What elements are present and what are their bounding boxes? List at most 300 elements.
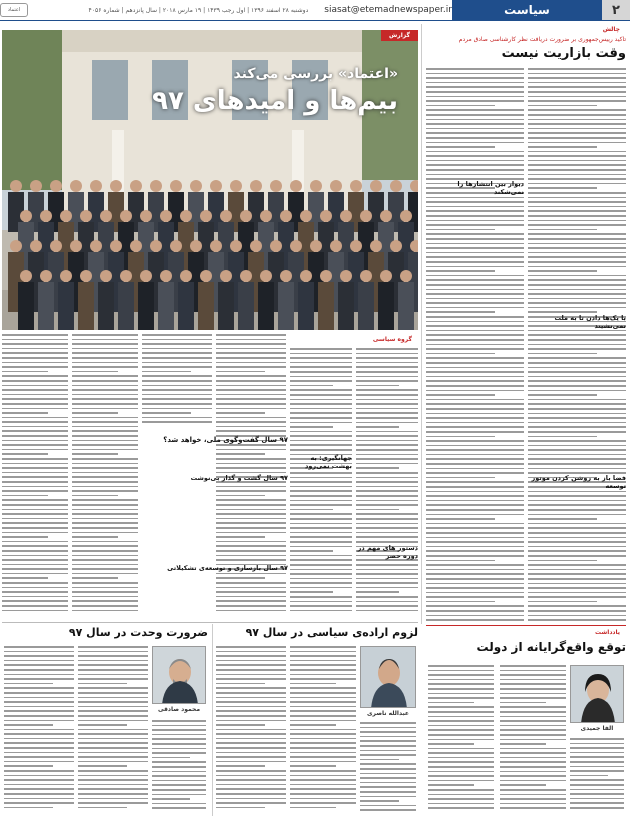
text-line: [500, 757, 566, 759]
text-line: [78, 715, 148, 717]
text-line: [2, 343, 68, 345]
text-line: [528, 440, 626, 442]
text-line: [426, 302, 524, 304]
text-line: [290, 431, 352, 433]
text-line: [72, 417, 138, 419]
text-line: [360, 722, 416, 724]
text-line: [528, 137, 626, 139]
bottom-divider: [2, 622, 418, 623]
text-line: [426, 541, 524, 543]
text-line: [152, 743, 206, 745]
text-line: [78, 651, 148, 653]
text-line: [356, 523, 418, 525]
text-line: [528, 408, 626, 410]
text-line: [290, 720, 356, 722]
text-line: [426, 201, 524, 203]
text-line: [216, 371, 265, 373]
text-line: [2, 467, 68, 469]
text-line: [2, 389, 68, 391]
text-line: [4, 678, 74, 680]
person-head: [220, 270, 232, 282]
text-line: [426, 376, 524, 378]
text-line: [72, 550, 138, 552]
text-line: [356, 458, 418, 460]
text-line: [570, 766, 624, 768]
text-line: [152, 752, 206, 754]
text-line: [500, 775, 566, 777]
text-line: [72, 408, 138, 410]
text-line: [528, 385, 626, 387]
website-link[interactable]: siasat@etemadnewspaper.ir: [324, 5, 452, 15]
person-figure: [238, 282, 254, 330]
text-line: [426, 206, 524, 208]
text-line: [426, 316, 524, 318]
text-line: [290, 664, 356, 666]
text-line: [2, 527, 68, 529]
text-line: [152, 775, 206, 777]
text-line: [2, 610, 68, 612]
text-line: [290, 444, 352, 446]
text-line: [152, 734, 206, 736]
text-line: [428, 734, 494, 736]
text-line: [290, 601, 352, 603]
text-line: [570, 743, 624, 745]
text-line: [216, 385, 286, 387]
text-line: [72, 398, 138, 400]
text-line: [426, 458, 524, 460]
text-line: [528, 422, 626, 424]
text-line: [2, 394, 68, 396]
text-line: [528, 146, 597, 148]
text-line: [4, 715, 74, 717]
text-line: [4, 765, 53, 767]
text-line: [290, 412, 352, 414]
text-line: [428, 739, 494, 741]
text-line: [528, 100, 626, 102]
person-head: [210, 180, 222, 192]
text-line: [216, 348, 286, 350]
text-line: [570, 756, 624, 758]
text-line: [72, 453, 118, 455]
text-line: [290, 385, 333, 387]
person-head: [310, 240, 322, 252]
text-line: [426, 105, 495, 107]
text-line: [428, 679, 494, 681]
text-line: [4, 660, 74, 662]
text-line: [426, 504, 524, 506]
text-line: [152, 784, 206, 786]
person-head: [40, 210, 52, 222]
text-line: [216, 651, 286, 653]
text-line: [528, 174, 626, 176]
text-line: [528, 96, 626, 98]
text-line: [356, 408, 418, 410]
text-line: [360, 773, 416, 775]
text-line: [426, 518, 495, 520]
text-line: [528, 224, 626, 226]
text-line: [216, 532, 286, 534]
person-head: [210, 240, 222, 252]
text-line: [2, 385, 68, 387]
person-head: [180, 270, 192, 282]
text-line: [4, 784, 74, 786]
text-line: [428, 697, 494, 699]
opinion-rule: [426, 625, 626, 626]
text-line: [152, 794, 206, 796]
text-line: [428, 807, 494, 809]
bottom-left-author: محمود صادقی: [157, 706, 201, 713]
text-line: [528, 605, 626, 607]
text-line: [290, 435, 352, 437]
center-subhead-2: دستور های مهم در دوره حصر: [357, 544, 418, 560]
text-line: [2, 339, 68, 341]
text-line: [290, 550, 333, 552]
text-line: [528, 569, 626, 571]
text-line: [426, 491, 524, 493]
text-line: [216, 692, 286, 694]
text-line: [426, 86, 524, 88]
text-line: [426, 220, 524, 222]
text-line: [426, 77, 524, 79]
newspaper-logo: اعتماد: [0, 3, 28, 17]
text-line: [356, 513, 418, 515]
person-head: [220, 210, 232, 222]
text-line: [290, 793, 356, 795]
text-line: [72, 458, 138, 460]
person-head: [320, 270, 332, 282]
text-line: [72, 435, 138, 437]
text-line: [2, 600, 68, 602]
text-line: [2, 564, 68, 566]
text-line: [426, 279, 524, 281]
person-head: [40, 270, 52, 282]
person-head: [90, 180, 102, 192]
text-line: [528, 123, 626, 125]
bottom-vertical-divider: [212, 624, 213, 816]
text-line: [4, 733, 74, 735]
text-line: [72, 555, 138, 557]
text-line: [528, 119, 626, 121]
text-line: [360, 727, 416, 729]
text-line: [426, 546, 524, 548]
text-line: [72, 522, 138, 524]
right-subhead-3: فضا باز به روشن کردن موتور توسعه: [531, 474, 626, 490]
bottom-left-author-photo: [152, 646, 206, 704]
text-line: [72, 605, 138, 607]
text-line: [72, 527, 138, 529]
text-line: [216, 403, 286, 405]
text-line: [152, 720, 206, 722]
text-line: [290, 472, 352, 474]
text-line: [216, 453, 265, 455]
text-line: [216, 486, 286, 488]
text-line: [356, 500, 418, 502]
text-line: [4, 729, 74, 731]
text-line: [360, 805, 416, 807]
text-line: [78, 664, 148, 666]
text-line: [500, 798, 566, 800]
middle-col-d: [2, 334, 68, 619]
opinion-author: الفا جمیدی: [580, 725, 614, 732]
text-line: [4, 752, 74, 754]
text-line: [72, 495, 118, 497]
text-line: [500, 780, 566, 782]
text-line: [426, 348, 524, 350]
text-line: [570, 775, 608, 777]
text-line: [356, 490, 418, 492]
text-line: [216, 522, 286, 524]
text-line: [528, 353, 597, 355]
photo-kicker: «اعتماد» بررسی می‌کند: [233, 66, 398, 82]
text-line: [528, 330, 626, 332]
text-line: [78, 747, 148, 749]
text-line: [428, 711, 494, 713]
text-line: [72, 380, 138, 382]
text-line: [528, 132, 626, 134]
person-head: [250, 180, 262, 192]
person-figure: [258, 282, 274, 330]
text-line: [4, 669, 74, 671]
person-head: [280, 270, 292, 282]
text-line: [290, 715, 356, 717]
text-line: [290, 706, 356, 708]
text-line: [4, 683, 53, 685]
text-line: [216, 701, 286, 703]
text-line: [72, 343, 138, 345]
text-line: [216, 596, 286, 598]
text-line: [426, 289, 524, 291]
text-line: [216, 738, 286, 740]
text-line: [360, 800, 399, 802]
text-line: [356, 454, 418, 456]
text-line: [2, 555, 68, 557]
text-line: [356, 431, 418, 433]
person-head: [380, 210, 392, 222]
person-head: [100, 210, 112, 222]
text-line: [360, 750, 416, 752]
text-line: [528, 399, 626, 401]
text-line: [290, 742, 356, 744]
text-line: [2, 522, 68, 524]
person-head: [60, 210, 72, 222]
person-head: [120, 270, 132, 282]
text-line: [2, 472, 68, 474]
text-line: [78, 706, 148, 708]
text-line: [290, 486, 352, 488]
text-line: [78, 733, 148, 735]
text-line: [528, 449, 626, 451]
text-line: [4, 742, 74, 744]
person-head: [140, 270, 152, 282]
text-line: [216, 357, 286, 359]
person-head: [310, 180, 322, 192]
text-line: [72, 366, 138, 368]
person-head: [280, 210, 292, 222]
text-line: [360, 736, 416, 738]
text-line: [426, 252, 524, 254]
text-line: [426, 403, 524, 405]
text-line: [216, 555, 286, 557]
text-line: [426, 601, 495, 603]
text-line: [290, 802, 356, 804]
text-line: [142, 348, 212, 350]
person-head: [70, 180, 82, 192]
text-line: [570, 802, 624, 804]
text-line: [426, 132, 524, 134]
text-line: [426, 500, 524, 502]
text-line: [72, 481, 138, 483]
text-line: [216, 408, 286, 410]
person-figure: [378, 282, 394, 330]
person-head: [80, 270, 92, 282]
text-line: [528, 367, 626, 369]
text-line: [356, 601, 418, 603]
person-head: [150, 240, 162, 252]
text-line: [426, 128, 524, 130]
text-line: [500, 665, 566, 667]
text-line: [528, 509, 626, 511]
text-line: [570, 807, 624, 809]
person-head: [250, 240, 262, 252]
person-head: [130, 240, 142, 252]
text-line: [528, 436, 597, 438]
text-line: [570, 798, 624, 800]
text-line: [426, 174, 524, 176]
person-head: [360, 210, 372, 222]
person-head: [400, 270, 412, 282]
text-line: [426, 243, 524, 245]
date-line: دوشنبه ۲۸ اسفند ۱۳۹۶ | اول رجب ۱۴۳۹ | ۱۹ مارس ۲۰۱۸ | سال پانزدهم | شماره ۴۰۵۶: [88, 6, 309, 14]
text-line: [72, 444, 138, 446]
text-line: [428, 743, 474, 745]
text-line: [72, 467, 138, 469]
person-head: [340, 270, 352, 282]
text-line: [4, 701, 74, 703]
text-line: [356, 541, 418, 543]
text-line: [426, 164, 524, 166]
text-line: [356, 587, 418, 589]
text-line: [428, 789, 494, 791]
text-line: [78, 807, 127, 809]
text-line: [528, 578, 626, 580]
text-line: [216, 504, 286, 506]
text-line: [78, 701, 148, 703]
text-line: [216, 467, 286, 469]
text-line: [72, 426, 138, 428]
text-line: [528, 564, 626, 566]
opinion-col-a: [500, 665, 566, 815]
text-line: [426, 362, 524, 364]
text-line: [142, 403, 212, 405]
person-head: [50, 240, 62, 252]
text-line: [528, 302, 626, 304]
text-line: [428, 683, 494, 685]
text-line: [426, 119, 524, 121]
text-line: [426, 160, 524, 162]
text-line: [356, 591, 399, 593]
text-line: [428, 674, 494, 676]
text-line: [216, 683, 265, 685]
text-line: [4, 692, 74, 694]
text-line: [290, 738, 356, 740]
text-line: [2, 380, 68, 382]
text-line: [428, 775, 494, 777]
bottom-left-col-a: [78, 646, 148, 816]
text-line: [216, 765, 265, 767]
text-line: [72, 486, 138, 488]
text-line: [72, 600, 138, 602]
text-line: [216, 352, 286, 354]
text-line: [216, 573, 286, 575]
person-head: [200, 210, 212, 222]
text-line: [2, 362, 68, 364]
person-head: [340, 210, 352, 222]
text-line: [528, 348, 626, 350]
text-line: [356, 532, 418, 534]
text-line: [142, 334, 212, 336]
text-line: [142, 417, 212, 419]
text-line: [216, 742, 286, 744]
text-line: [4, 655, 74, 657]
text-line: [500, 803, 566, 805]
text-line: [142, 389, 212, 391]
text-line: [2, 536, 48, 538]
right-intro: تاکید رییس‌جمهوری بر ضرورت دریافت نظر کارشناسی صادق مردم: [458, 36, 626, 43]
text-line: [528, 426, 626, 428]
text-line: [78, 802, 148, 804]
text-line: [356, 569, 418, 571]
person-head: [350, 240, 362, 252]
person-head: [90, 240, 102, 252]
text-line: [78, 669, 148, 671]
text-line: [2, 532, 68, 534]
text-line: [290, 527, 352, 529]
text-line: [2, 444, 68, 446]
text-line: [216, 375, 286, 377]
text-line: [152, 771, 206, 773]
text-line: [78, 724, 127, 726]
text-line: [356, 477, 418, 479]
right-text-col-b: [426, 68, 524, 628]
text-line: [2, 605, 68, 607]
text-line: [72, 463, 138, 465]
text-line: [426, 532, 524, 534]
text-line: [4, 664, 74, 666]
bottom-left-headline: ضرورت وحدت در سال ۹۷: [68, 626, 208, 639]
text-line: [152, 757, 190, 759]
text-line: [2, 463, 68, 465]
text-line: [290, 660, 356, 662]
text-line: [216, 398, 286, 400]
text-line: [500, 674, 566, 676]
text-line: [426, 573, 524, 575]
person-head: [370, 240, 382, 252]
text-line: [356, 399, 418, 401]
text-line: [290, 610, 352, 612]
page-number: ۲: [602, 0, 630, 20]
cabinet-group-photo: [2, 30, 418, 330]
text-line: [528, 73, 626, 75]
text-line: [426, 481, 524, 483]
text-line: [426, 569, 524, 571]
text-line: [2, 426, 68, 428]
person-head: [30, 180, 42, 192]
person-head: [190, 180, 202, 192]
text-line: [426, 233, 524, 235]
text-line: [360, 745, 416, 747]
text-line: [356, 573, 418, 575]
text-line: [72, 545, 138, 547]
